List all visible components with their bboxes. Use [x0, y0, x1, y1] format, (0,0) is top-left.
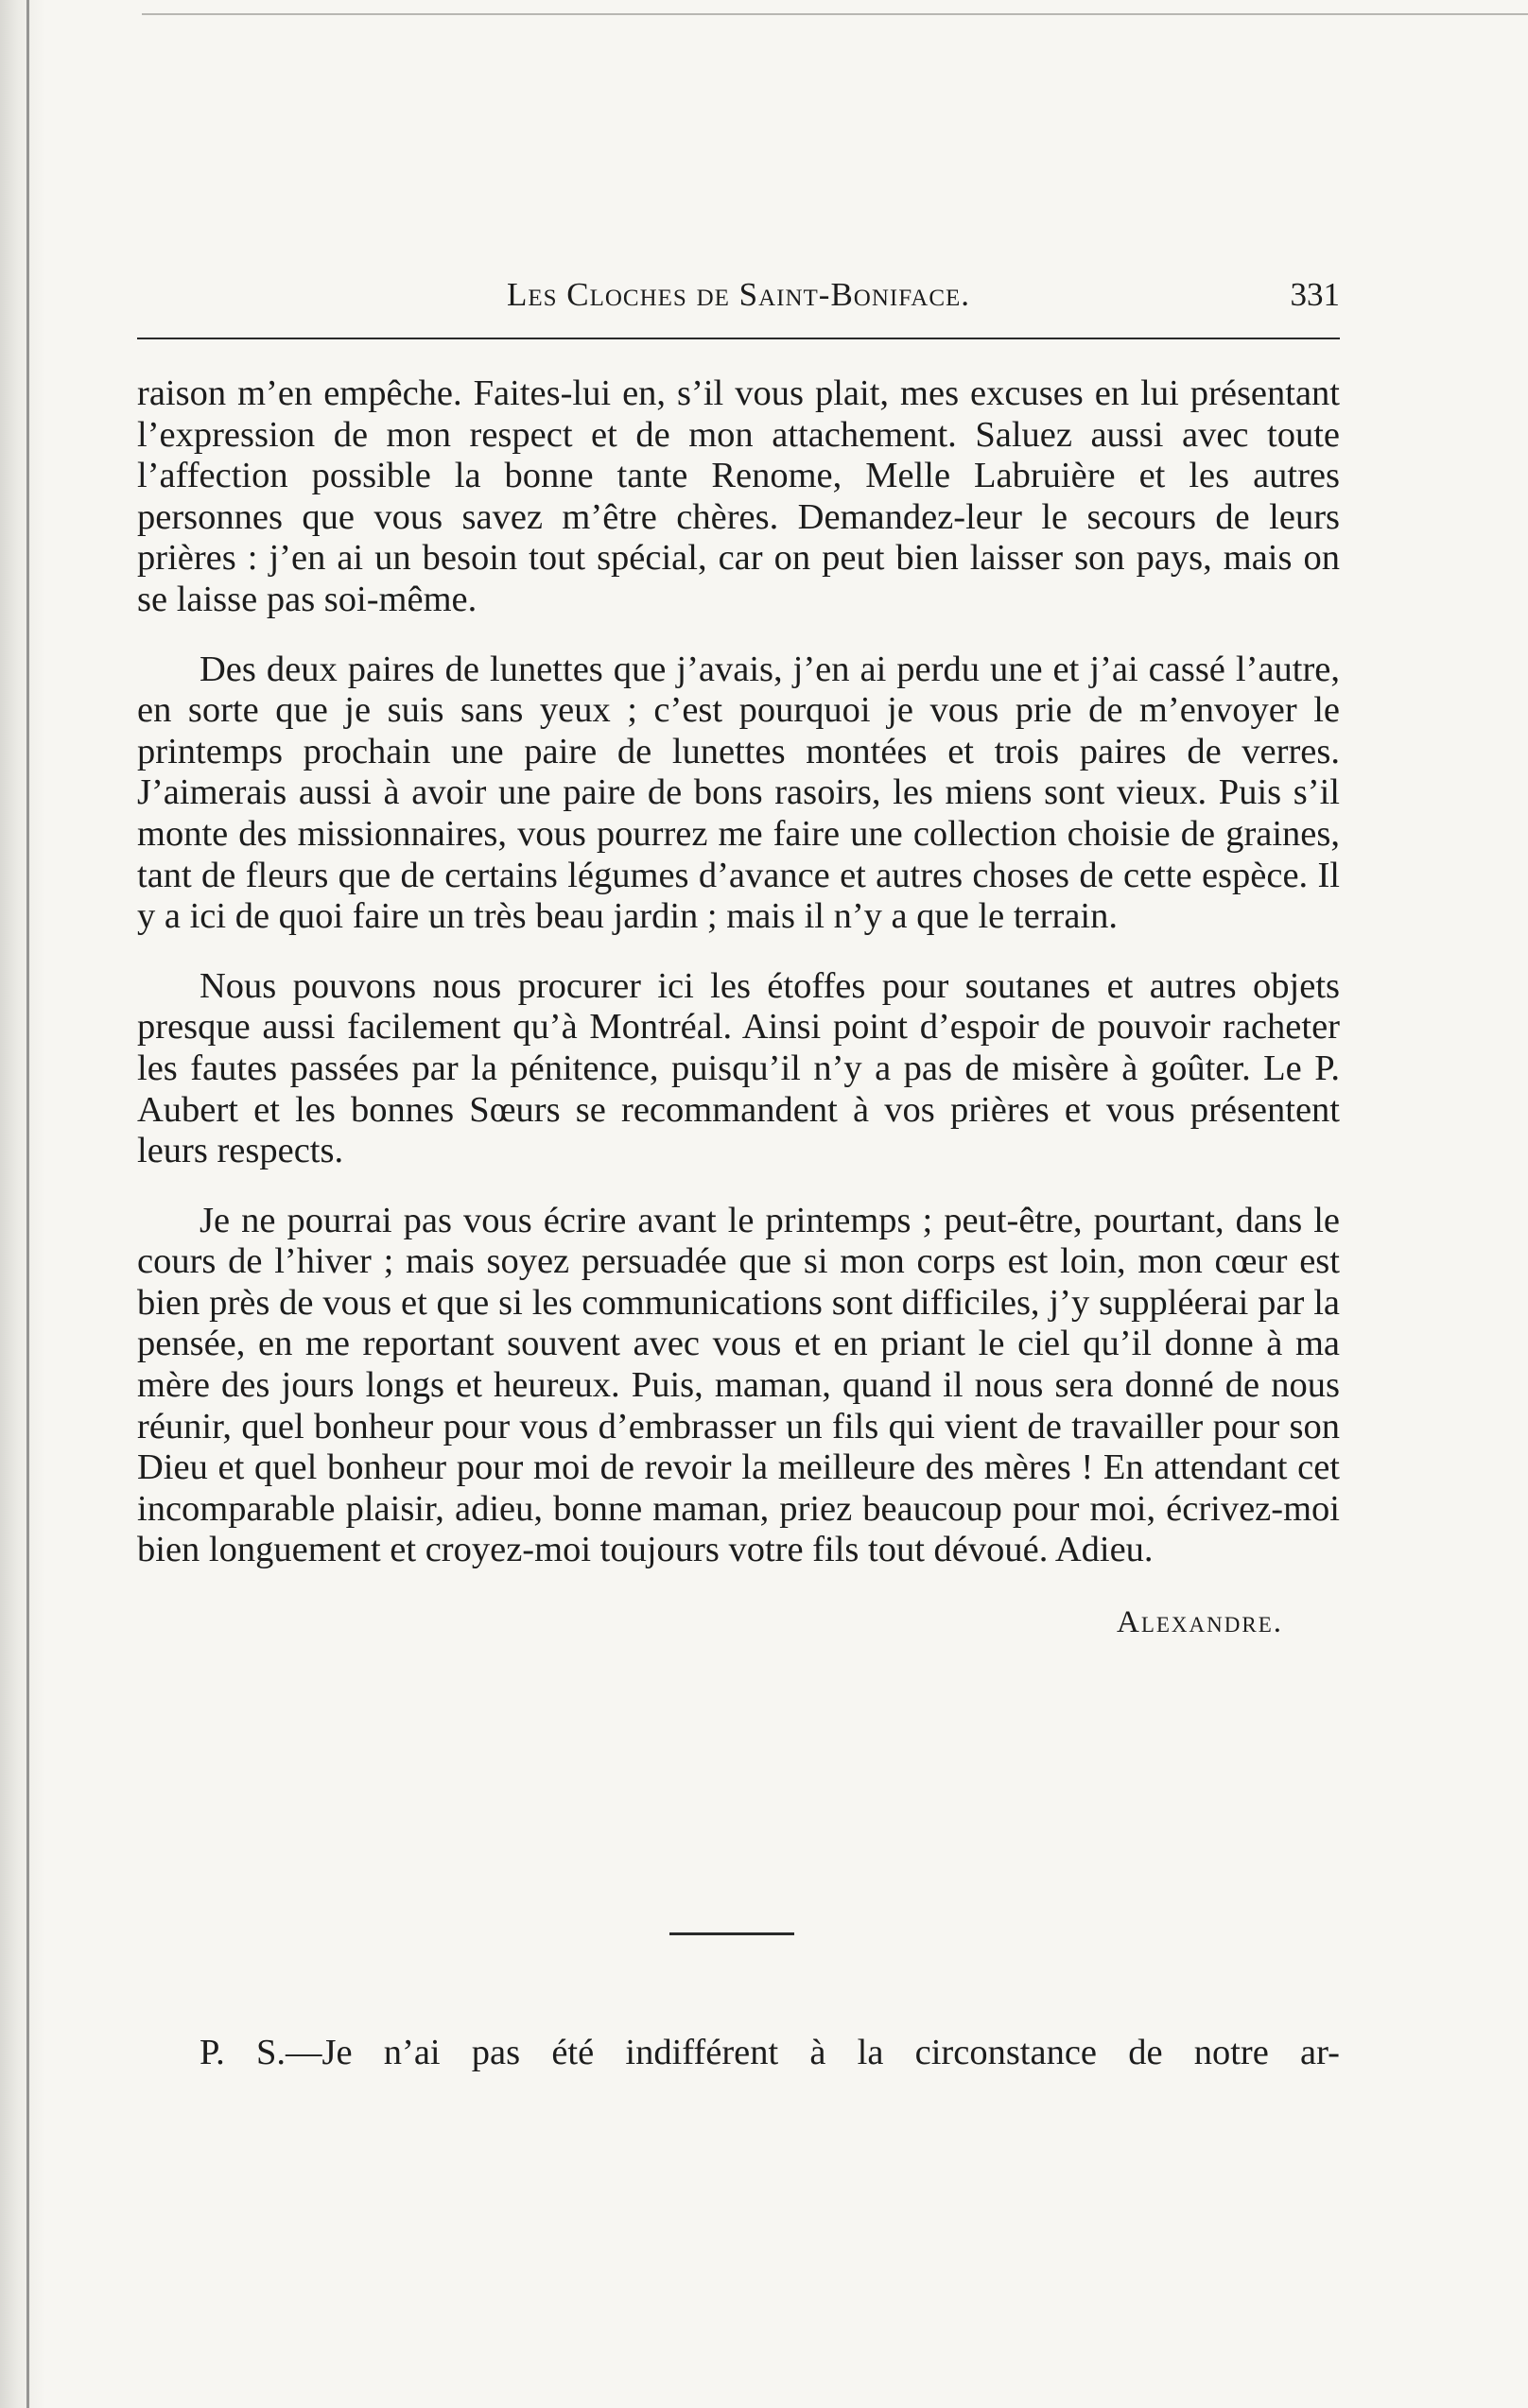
running-head — [137, 276, 1340, 323]
page-edge-shadow — [0, 0, 45, 2408]
page-number: 331 — [1290, 276, 1340, 313]
letter-body — [137, 373, 1340, 1640]
page-top-edge — [142, 13, 1528, 15]
paragraph-4: Je ne pourrai pas vous écrire avant le printemps ; peut-être, pourtant, dans le cours de l’hiver ; mais soyez persuadée que si mon corps est loin, mon cœur est bien près de vous et que si les communications sont difficiles, j’y suppléerai par la pensée, en me reportant souvent avec vous et en priant le ciel qu’il donne à ma mère des jours longs et heureux. Puis, maman, quand il nous sera donné de nous réunir, quel bonheur pour vous d’embrasser un fils qui vient de travailler pour son Dieu et quel bonheur pour moi de revoir la meilleure des mères ! En attendant cet incomparable plaisir, adieu, bonne maman, priez beaucoup pour moi, écrivez-moi bien longuement et croyez-moi toujours votre fils tout dévoué. Adieu. — [137, 1200, 1340, 1570]
signature: Alexandre. — [1116, 1605, 1283, 1640]
paragraph-3: Nous pouvons nous procurer ici les étoffes pour soutanes et autres objets presque aussi facilement qu’à Montréal. Ainsi point d’espoir de pouvoir racheter les fautes passées par la pénitence, puisqu’il n’y a pas de misère à goûter. Le P. Aubert et les bonnes Sœurs se recommandent à vos prières et vous présentent leurs respects. — [137, 965, 1340, 1171]
postscript: P. S.—Je n’ai pas été indifférent à la circonstance de notre ar- — [200, 2033, 1340, 2072]
running-title: Les Cloches de Saint-Boniface. — [506, 276, 971, 313]
binding-edge-line — [26, 0, 29, 2408]
paragraph-2: Des deux paires de lunettes que j’avais, j’en ai perdu une et j’ai cassé l’autre, en sorte que je suis sans yeux ; c’est pourquoi je vous prie de m’envoyer le printemps prochain une paire de lunettes montées et trois paires de verres. J’aimerais aussi à avoir une paire de bons rasoirs, les miens sont vieux. Puis s’il monte des missionnaires, vous pourrez me faire une collection choisie de graines, tant de fleurs que de certains légumes d’avance et autres choses de cette espèce. Il y a ici de quoi faire un très beau jardin ; mais il n’y a que le terrain. — [137, 649, 1340, 937]
section-divider — [669, 1932, 794, 1935]
paragraph-1: raison m’en empêche. Faites-lui en, s’il vous plait, mes excuses en lui présentant l’expression de mon respect et de mon attachement. Saluez aussi avec toute l’affection possible la bonne tante Renome, Melle Labruière et les autres personnes que vous savez m’être chères. Demandez-leur le secours de leurs prières : j’en ai un besoin tout spécial, car on peut bien laisser son pays, mais on se laisse pas soi-même. — [137, 373, 1340, 619]
header-rule — [137, 338, 1340, 339]
